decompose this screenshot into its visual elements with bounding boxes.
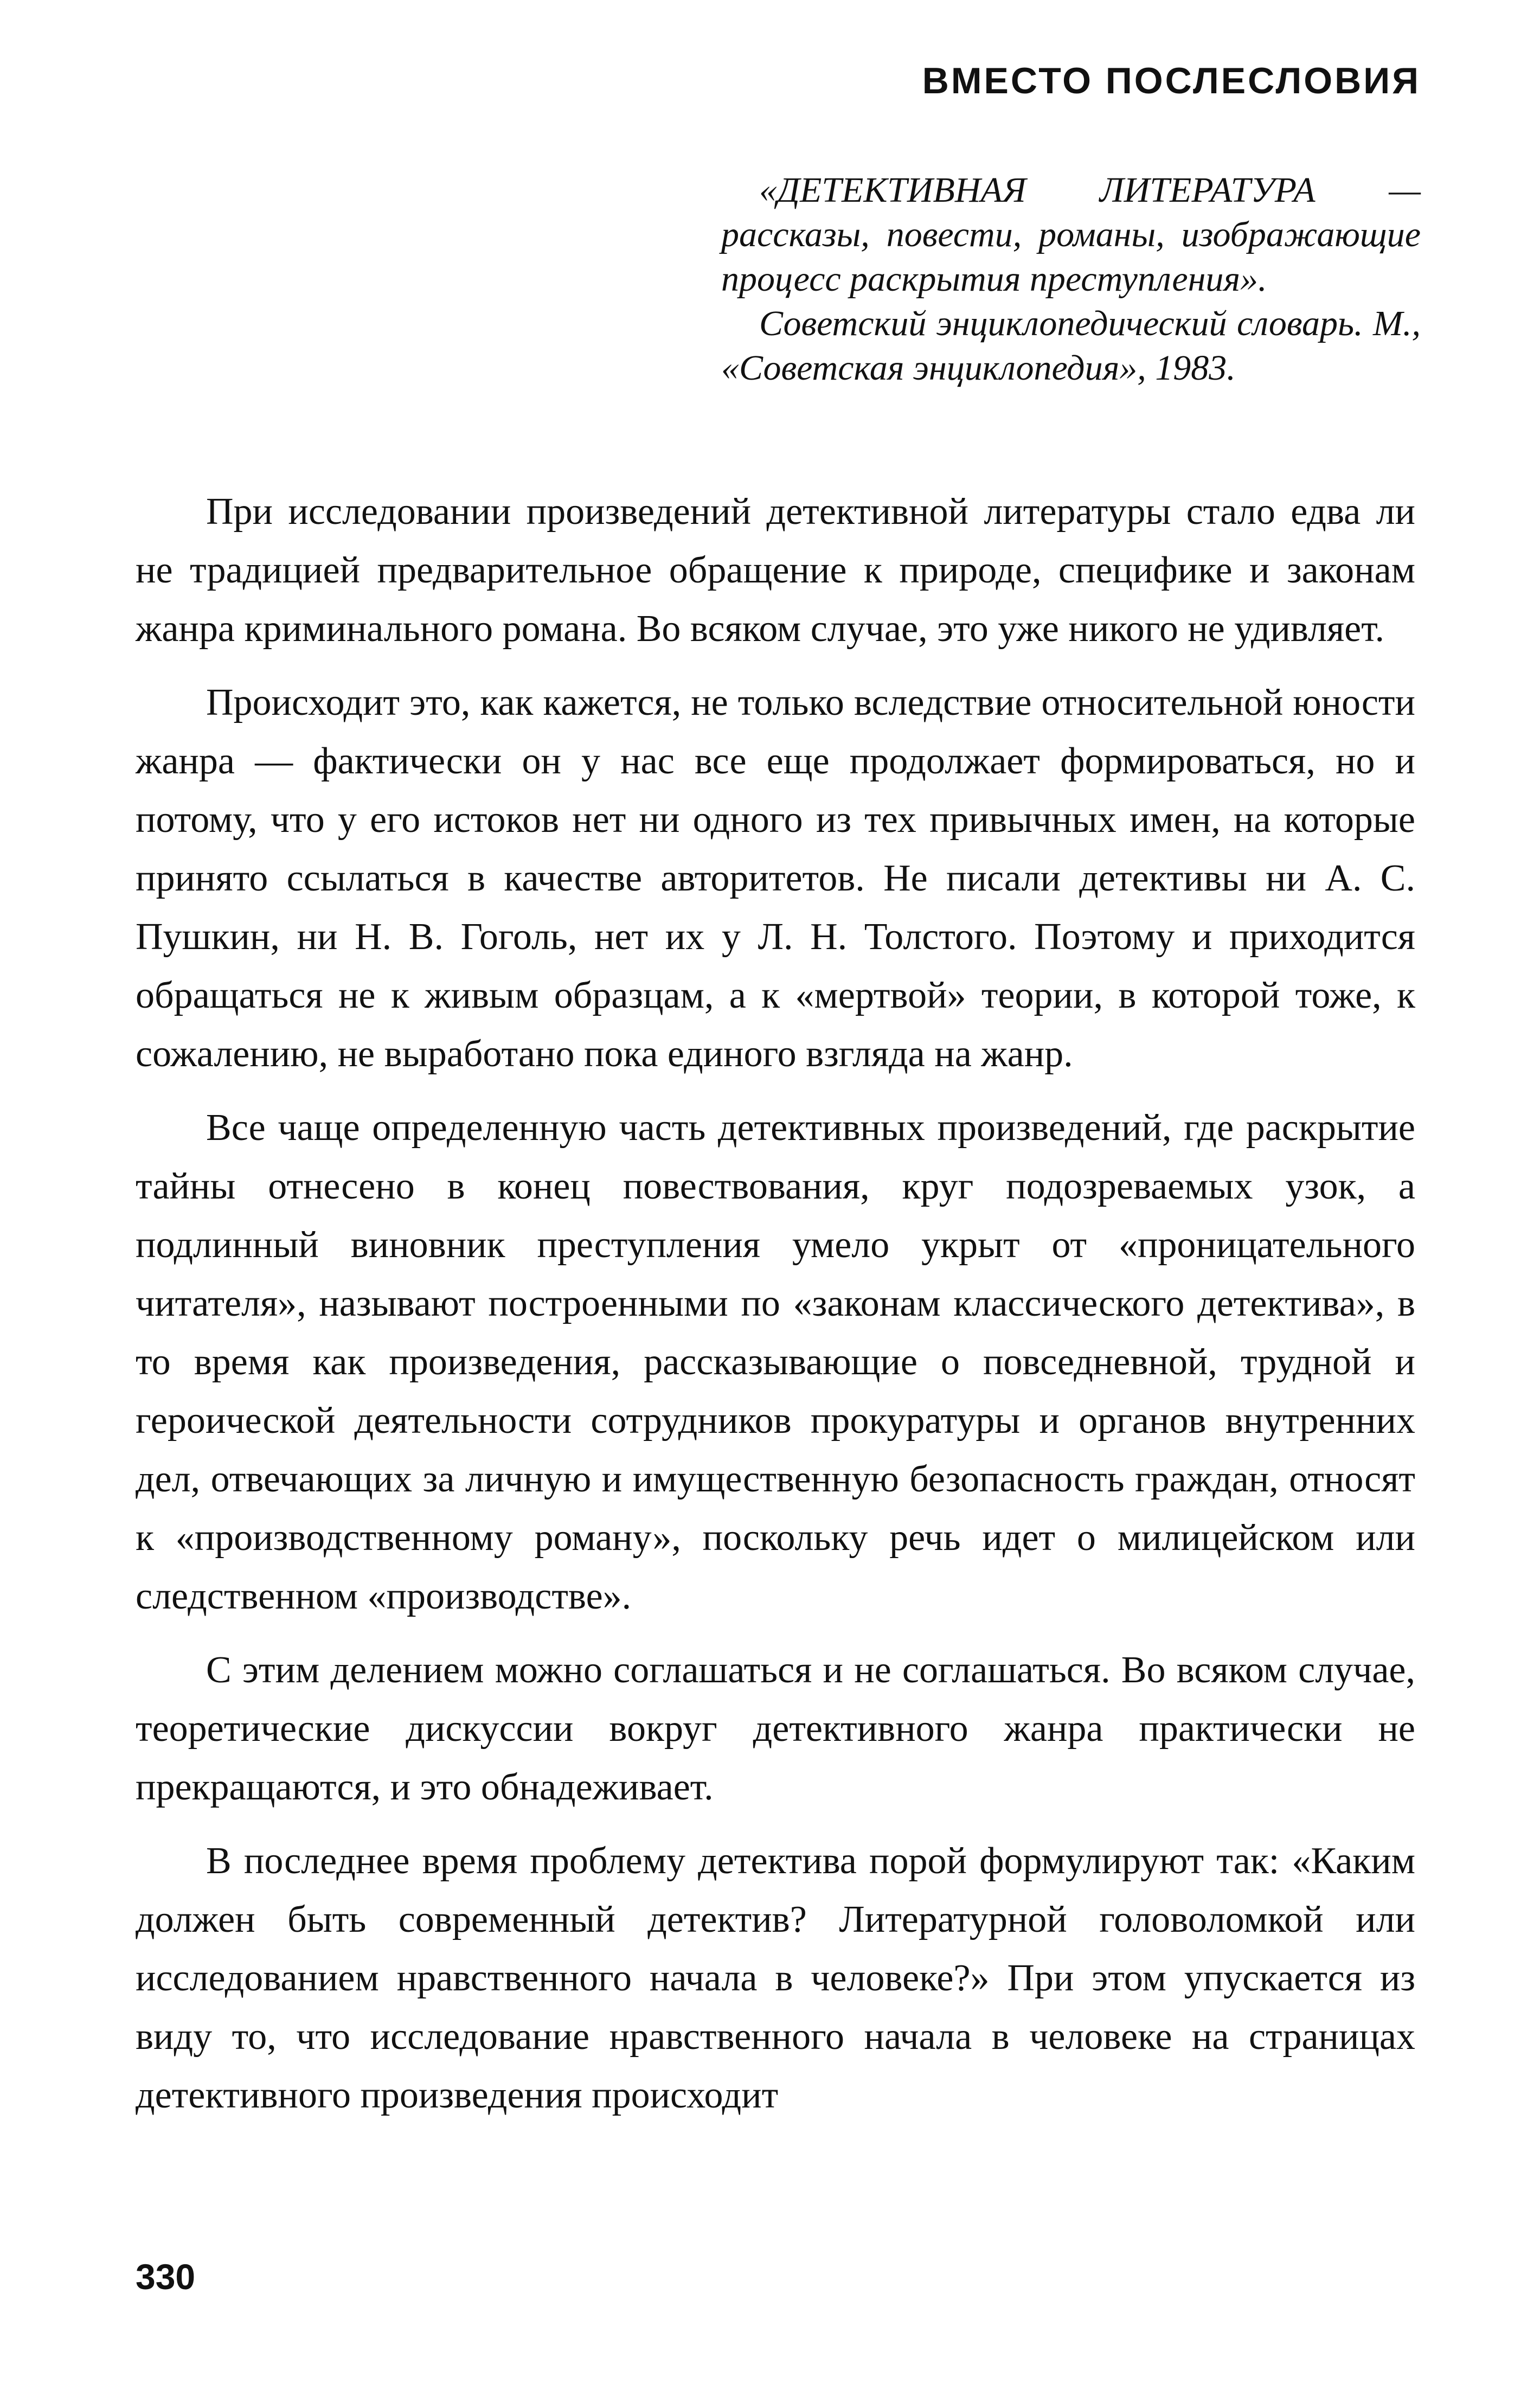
epigraph-quote: «ДЕТЕКТИВНАЯ ЛИТЕРАТУРА — рассказы, повести, романы, изображающие процесс раскрытия преступления». xyxy=(721,170,1421,299)
epigraph-source: Советский энциклопедический словарь. М., «Советская энциклопедия», 1983. xyxy=(721,304,1421,388)
paragraph: С этим делением можно соглашаться и не соглашаться. Во всяком случае, теоретические дискуссии вокруг детективного жанра практически не прекращаются, и это обнадеживает. xyxy=(136,1649,1415,1808)
paragraph: Все чаще определенную часть детективных произведений, где раскрытие тайны отнесено в конец повествования, круг подозреваемых узок, а подлинный виновник преступления умело укрыт от «проницательного читателя», называют построенными по «законам классического детектива», в то время как произведения, рассказывающие о повседневной, трудной и героической деятельности сотрудников прокуратуры и органов внутренних дел, отвечающих за личную и имущественную безопасность граждан, относят к «производственному роману», поскольку речь идет о милицейском или следственном «производстве». xyxy=(136,1107,1415,1617)
paragraph: При исследовании произведений детективной литературы стало едва ли не традицией предварительное обращение к природе, специфике и законам жанра криминального романа. Во всяком случае, это уже никого не удивляет. xyxy=(136,491,1415,650)
chapter-heading: ВМЕСТО ПОСЛЕСЛОВИЯ xyxy=(922,60,1421,101)
paragraph: Происходит это, как кажется, не только вследствие относительной юности жанра — фактически он у нас все еще продолжает формироваться, но и потому, что у его истоков нет ни одного из тех привычных имен, на которые принято ссылаться в качестве авторитетов. Не писали детективы ни А. С. Пушкин, ни Н. В. Гоголь, нет их у Л. Н. Толстого. Поэтому и приходится обращаться не к живым образцам, а к «мертвой» теории, в которой тоже, к сожалению, не выработано пока единого взгляда на жанр. xyxy=(136,682,1415,1075)
body-text xyxy=(136,483,1415,2140)
epigraph xyxy=(721,168,1421,390)
page-number: 330 xyxy=(136,2257,196,2297)
paragraph: В последнее время проблему детектива порой формулируют так: «Каким должен быть современный детектив? Литературной головоломкой или исследованием нравственного начала в человеке?» При этом упускается из виду то, что исследование нравственного начала в человеке на страницах детективного произведения происходит xyxy=(136,1840,1415,2116)
